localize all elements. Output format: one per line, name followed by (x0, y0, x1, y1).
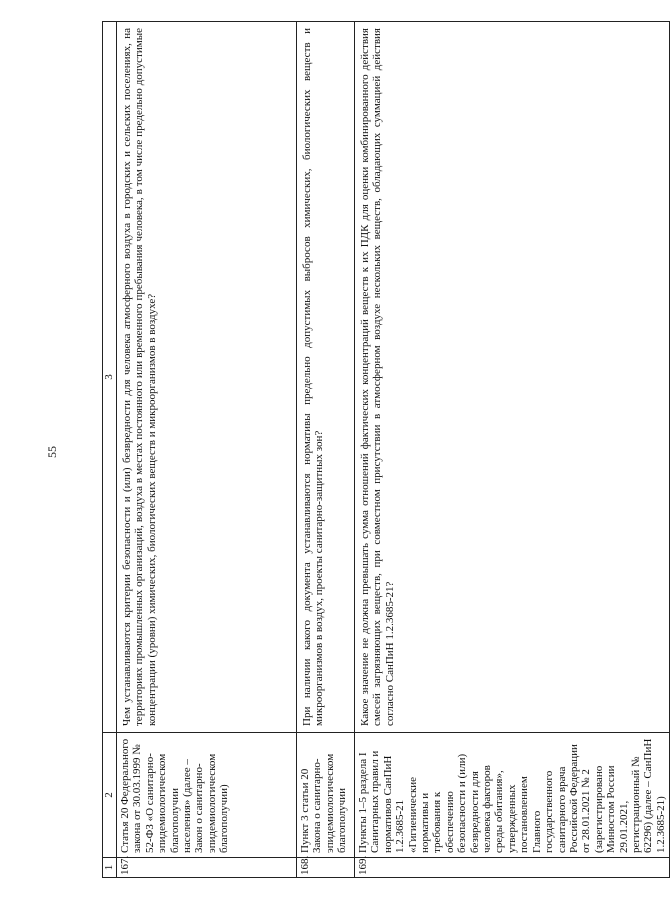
question-cell: При наличии какого документа устанавливаются нормативы предельно допустимых выбросов химических, биологических веществ и микроорганизмов в воздух, проекты санитарно-защитных зон? (297, 22, 355, 733)
page-number: 55 (45, 446, 59, 458)
row-number: 168. (297, 858, 355, 878)
table-header-row (103, 22, 117, 878)
questions-table (102, 21, 670, 878)
table-row (355, 22, 670, 878)
column-header-question: 3 (103, 22, 117, 733)
legal-basis-cell: Пункты 1–5 раздела I Санитарных правил и нормативов СанПиН 1.2.3685-21 «Гигиенические нормативы и требования к обеспечению безопасности и (или) безвредности для человека факторов среды обитания», утвержденных постановлением Главного государственного санитарного врача Российской Федерации от 28.01.2021 № 2 (зарегистрировано Минюстом России 29.01.2021, регистрационный № 62296) (далее – СанПиН 1.2.3685-21) (355, 733, 670, 858)
legal-basis-cell: Статья 20 Федерального закона от 30.03.1999 № 52-ФЗ «О санитарно-эпидемиологическом благополучии населения» (далее – Закон о санитарно-эпидемиологическом благополучии) (117, 733, 297, 858)
rotated-table-container (102, 22, 667, 878)
column-header-number: 1 (103, 858, 117, 878)
legal-basis-cell: Пункт 3 статьи 20 Закона о санитарно-эпидемиологическом благополучии (297, 733, 355, 858)
question-cell: Чем устанавливаются критерии безопасности и (или) безвредности для человека атмосферного воздуха в городских и сельских поселениях, на территориях промышленных организаций, воздуха в местах постоянного или временного пребывания человека, в том числе предельно допустимые концентрации (уровни) химических, биологических веществ и микроорганизмов в воздухе? (117, 22, 297, 733)
question-cell: Какое значение не должна превышать сумма отношений фактических концентраций веществ к их ПДК для оценки комбинированного действия смесей загрязняющих веществ, при совместном присутствии в атмосферном воздухе нескольких веществ, обладающих суммацией действия согласно СанПиН 1.2.3685-21? (355, 22, 670, 733)
row-number: 169. (355, 858, 670, 878)
column-header-legal-basis: 2 (103, 733, 117, 858)
table-row (117, 22, 297, 878)
row-number: 167. (117, 858, 297, 878)
table-row (297, 22, 355, 878)
